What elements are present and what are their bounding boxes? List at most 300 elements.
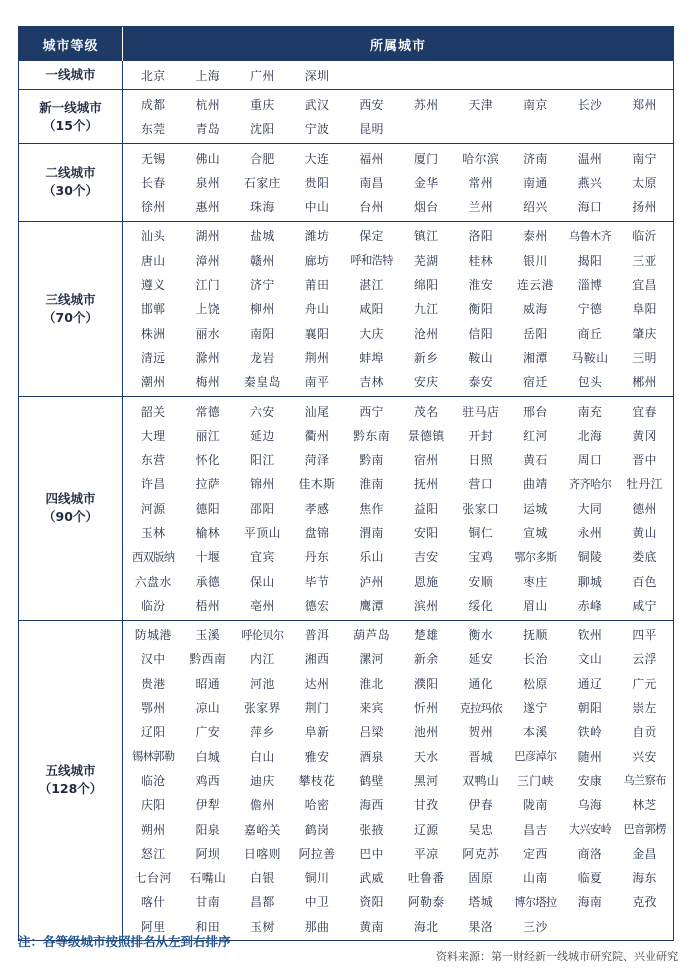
city-cell: 上饶 <box>195 302 221 317</box>
city-cell: 佛山 <box>195 151 221 166</box>
city-cell: 大兴安岭 <box>568 823 612 837</box>
city-cell: 揭阳 <box>577 253 603 268</box>
city-cell: 金昌 <box>632 846 657 861</box>
city-cell: 济宁 <box>250 278 275 293</box>
city-cell: 阳江 <box>250 453 275 468</box>
city-cell: 本溪 <box>523 725 548 740</box>
city-cell: 抚顺 <box>523 628 548 643</box>
city-cell: 长春 <box>140 175 166 190</box>
city-cell: 阿拉善 <box>298 846 336 861</box>
city-cell: 信阳 <box>468 326 494 341</box>
city-cell: 哈尔滨 <box>462 151 500 166</box>
city-cell: 南宁 <box>632 151 657 166</box>
city-cell: 扬州 <box>632 200 657 215</box>
city-cell: 乌海 <box>577 798 603 813</box>
city-cell: 运城 <box>523 501 548 516</box>
city-cell: 商丘 <box>577 326 603 341</box>
city-cell: 阿里 <box>140 919 166 934</box>
city-cell: 徐州 <box>140 200 166 215</box>
city-cell: 三门峡 <box>517 773 554 788</box>
city-cell: 固原 <box>468 871 494 886</box>
city-cell: 黄石 <box>523 453 548 468</box>
city-cell: 泰州 <box>523 229 548 244</box>
city-cell: 达州 <box>304 676 330 691</box>
city-cell: 湖州 <box>195 229 221 244</box>
tier-label <box>19 61 123 89</box>
city-cell: 绵阳 <box>413 278 439 293</box>
city-cell: 喀什 <box>140 895 166 910</box>
city-cell: 延安 <box>468 652 494 667</box>
city-cell: 天津 <box>468 97 494 112</box>
city-cell: 三亚 <box>632 253 657 268</box>
city-cell: 梅州 <box>195 375 221 390</box>
city-cell: 攀枝花 <box>298 773 336 788</box>
city-cell: 齐齐哈尔 <box>568 477 612 491</box>
city-cell: 怀化 <box>195 453 221 468</box>
city-cell: 阜新 <box>304 725 330 740</box>
city-cell: 渭南 <box>359 525 384 540</box>
city-cell: 衡阳 <box>468 302 494 317</box>
city-cell: 随州 <box>577 749 603 764</box>
city-cell: 安庆 <box>413 375 439 390</box>
city-cell: 韶关 <box>140 404 166 419</box>
city-cell: 黄南 <box>359 919 384 934</box>
tier-count: （15个） <box>43 117 98 133</box>
city-cell: 驻马店 <box>462 404 500 419</box>
city-cell: 温州 <box>577 151 603 166</box>
city-cell: 金华 <box>413 175 439 190</box>
city-cell: 潮州 <box>140 375 166 390</box>
city-cell: 衢州 <box>304 428 330 443</box>
city-cell: 北海 <box>577 428 603 443</box>
city-cell: 山南 <box>523 871 548 886</box>
city-cell: 河池 <box>250 676 275 691</box>
city-cell: 珠海 <box>250 200 275 215</box>
city-cell: 六盘水 <box>134 574 172 589</box>
city-cell: 呼伦贝尔 <box>241 628 284 642</box>
city-cell: 乌鲁木齐 <box>568 229 612 243</box>
city-cell: 朔州 <box>140 822 166 837</box>
city-cell: 海北 <box>413 919 439 934</box>
city-cell: 庆阳 <box>140 798 166 813</box>
city-cell: 包头 <box>577 375 603 390</box>
city-cell: 德州 <box>632 501 657 516</box>
city-cell: 黄冈 <box>632 428 657 443</box>
city-cell: 莆田 <box>304 278 330 293</box>
city-cell: 伊春 <box>468 798 494 813</box>
city-cell: 恩施 <box>413 574 439 589</box>
tier-name: 一线城市 <box>45 67 96 83</box>
city-cell: 咸宁 <box>632 598 657 613</box>
city-grid <box>123 397 673 620</box>
city-cell: 德阳 <box>195 501 221 516</box>
city-cell: 遂宁 <box>523 701 548 716</box>
city-cell: 龙岩 <box>250 350 275 365</box>
city-cell: 茂名 <box>413 404 439 419</box>
city-cell: 白城 <box>195 749 221 764</box>
city-grid <box>123 621 673 941</box>
city-cell: 开封 <box>468 428 494 443</box>
city-cell: 漯河 <box>359 652 384 667</box>
city-cell: 南通 <box>523 175 548 190</box>
city-cell: 内江 <box>250 652 275 667</box>
city-cell: 崇左 <box>632 701 657 716</box>
city-cell: 营口 <box>468 477 494 492</box>
city-cell: 周口 <box>577 453 603 468</box>
city-cell: 贵港 <box>140 676 166 691</box>
city-cell: 眉山 <box>523 598 548 613</box>
city-cell: 鄂尔多斯 <box>514 550 557 564</box>
city-grid <box>123 222 673 396</box>
city-cell: 湘潭 <box>523 350 548 365</box>
tier-column-header: 城市等级 <box>19 27 123 61</box>
city-cell: 铁岭 <box>577 725 603 740</box>
city-cell: 和田 <box>195 919 221 934</box>
city-cell: 南充 <box>577 404 603 419</box>
city-cell: 雅安 <box>304 749 330 764</box>
city-cell: 青岛 <box>195 122 221 137</box>
tier-row <box>19 143 673 221</box>
city-cell: 淄博 <box>577 278 603 293</box>
city-cell: 辽源 <box>413 822 439 837</box>
city-cell: 来宾 <box>359 701 384 716</box>
city-cell: 永州 <box>577 525 603 540</box>
city-cell: 大同 <box>577 501 603 516</box>
city-cell: 蚌埠 <box>359 350 384 365</box>
city-cell: 博尔塔拉 <box>514 895 557 909</box>
city-cell: 甘孜 <box>413 798 439 813</box>
city-cell: 滨州 <box>413 598 439 613</box>
city-cell: 贺州 <box>468 725 494 740</box>
city-cell: 大庆 <box>359 326 384 341</box>
city-cell: 昌吉 <box>523 822 548 837</box>
city-cell: 贵阳 <box>304 175 330 190</box>
city-cell: 资阳 <box>359 895 384 910</box>
city-cell: 丹东 <box>304 550 330 565</box>
city-cell: 咸阳 <box>359 302 384 317</box>
tier-name: 二线城市 <box>45 165 96 181</box>
city-cell: 白山 <box>250 749 275 764</box>
city-cell: 中卫 <box>304 895 330 910</box>
city-cell: 盐城 <box>250 229 275 244</box>
city-cell: 丽江 <box>195 428 221 443</box>
city-cell: 南昌 <box>359 175 384 190</box>
city-cell: 临夏 <box>577 871 603 886</box>
city-cell: 许昌 <box>140 477 166 492</box>
city-cell: 商洛 <box>577 846 603 861</box>
tier-count: （70个） <box>43 309 98 325</box>
city-cell: 十堰 <box>195 550 221 565</box>
city-cell: 保山 <box>250 574 275 589</box>
city-cell: 宣城 <box>523 525 548 540</box>
city-cell: 衡水 <box>468 628 494 643</box>
city-cell: 常德 <box>195 404 221 419</box>
city-cell: 漳州 <box>195 253 221 268</box>
city-cell: 克拉玛依 <box>459 701 503 715</box>
city-cell: 云浮 <box>632 652 657 667</box>
city-cell: 天水 <box>413 749 439 764</box>
city-cell: 西宁 <box>359 404 384 419</box>
tier-row <box>19 221 673 396</box>
city-cell: 桂林 <box>468 253 494 268</box>
city-cell: 临沧 <box>140 773 166 788</box>
city-cell: 临沂 <box>632 229 657 244</box>
city-cell: 白银 <box>250 871 275 886</box>
city-cell: 甘南 <box>195 895 221 910</box>
city-cell: 长治 <box>523 652 548 667</box>
city-cell: 邯郸 <box>140 302 166 317</box>
city-cell: 惠州 <box>195 200 221 215</box>
city-cell: 海东 <box>632 871 657 886</box>
city-cell: 张家口 <box>462 501 500 516</box>
city-cell: 南京 <box>523 97 548 112</box>
city-cell: 三明 <box>632 350 657 365</box>
city-cell: 玉树 <box>250 919 275 934</box>
city-cell: 毕节 <box>304 574 330 589</box>
city-cell: 孝感 <box>304 501 330 516</box>
tier-name: 四线城市 <box>45 491 96 507</box>
city-cell: 石家庄 <box>244 175 281 190</box>
city-cell: 海西 <box>359 798 384 813</box>
city-cell: 阿勒泰 <box>407 895 445 910</box>
tier-label <box>19 397 123 620</box>
city-cell: 西双版纳 <box>132 550 175 564</box>
city-cell: 成都 <box>140 97 166 112</box>
city-cell: 荆门 <box>304 701 330 716</box>
table-header <box>19 27 673 61</box>
city-grid <box>123 90 673 143</box>
city-cell: 大理 <box>140 428 166 443</box>
city-cell: 黔西南 <box>189 652 227 667</box>
city-cell: 宝鸡 <box>468 550 494 565</box>
city-cell: 定西 <box>523 846 548 861</box>
city-cell: 兰州 <box>468 200 494 215</box>
city-cell: 铜川 <box>304 871 330 886</box>
city-cell: 洛阳 <box>468 229 494 244</box>
tier-count: （90个） <box>43 509 98 525</box>
city-cell: 赣州 <box>250 253 275 268</box>
city-cell: 林芝 <box>632 798 657 813</box>
city-cell: 塔城 <box>468 895 494 910</box>
city-cell: 吉林 <box>359 375 384 390</box>
city-cell: 景德镇 <box>407 428 445 443</box>
city-cell: 鞍山 <box>468 350 494 365</box>
city-cell: 河源 <box>140 501 166 516</box>
city-cell: 迪庆 <box>250 773 275 788</box>
city-cell: 克孜 <box>632 895 657 910</box>
city-cell: 肇庆 <box>632 326 657 341</box>
city-cell: 安康 <box>577 773 603 788</box>
tier-row <box>19 89 673 143</box>
city-cell: 果洛 <box>468 919 494 934</box>
city-cell: 遵义 <box>140 278 166 293</box>
city-cell: 铜仁 <box>468 525 494 540</box>
city-cell: 太原 <box>632 175 657 190</box>
city-cell: 宜宾 <box>250 550 275 565</box>
city-cell: 泉州 <box>195 175 221 190</box>
city-cell: 济南 <box>523 151 548 166</box>
city-cell: 聊城 <box>577 574 603 589</box>
city-cell: 新余 <box>413 652 439 667</box>
city-cell: 海口 <box>577 200 603 215</box>
city-cell: 泸州 <box>359 574 384 589</box>
city-cell: 武汉 <box>304 97 330 112</box>
city-cell: 长沙 <box>577 97 603 112</box>
city-cell: 平凉 <box>413 846 439 861</box>
city-cell: 郑州 <box>632 97 657 112</box>
city-cell: 舟山 <box>304 302 330 317</box>
city-cell: 双鸭山 <box>462 773 500 788</box>
city-cell: 黔南 <box>359 453 384 468</box>
city-cell: 梧州 <box>195 598 221 613</box>
city-cell: 乌兰察布 <box>623 774 666 788</box>
city-cell: 常州 <box>468 175 494 190</box>
city-cell: 宜春 <box>632 404 657 419</box>
city-cell: 绥化 <box>468 598 494 613</box>
city-cell: 六安 <box>250 404 275 419</box>
city-cell: 吉安 <box>413 550 439 565</box>
city-cell: 拉萨 <box>195 477 221 492</box>
city-cell: 乐山 <box>359 550 384 565</box>
city-cell: 清远 <box>140 350 166 365</box>
city-cell: 泰安 <box>468 375 494 390</box>
footnote: 注：各等级城市按照排名从左到右排序 <box>18 934 231 949</box>
city-cell: 通化 <box>468 676 494 691</box>
city-cell: 无锡 <box>140 151 166 166</box>
city-cell: 江门 <box>195 278 221 293</box>
city-cell: 沧州 <box>413 326 439 341</box>
city-cell: 通辽 <box>577 676 603 691</box>
city-cell: 怒江 <box>140 846 166 861</box>
city-cell: 牡丹江 <box>626 477 664 492</box>
city-cell: 滁州 <box>195 350 221 365</box>
city-cell: 唐山 <box>140 253 166 268</box>
city-cell: 钦州 <box>577 628 603 643</box>
city-cell: 岳阳 <box>523 326 548 341</box>
tier-row <box>19 396 673 620</box>
city-cell: 汕头 <box>140 229 166 244</box>
city-cell: 承德 <box>195 574 221 589</box>
city-cell: 枣庄 <box>523 574 548 589</box>
city-cell: 荆州 <box>304 350 330 365</box>
city-cell: 绍兴 <box>523 200 548 215</box>
city-cell: 宿州 <box>413 453 439 468</box>
city-cell: 连云港 <box>517 278 554 293</box>
city-cell: 濮阳 <box>413 676 439 691</box>
city-cell: 广元 <box>632 676 657 691</box>
city-cell: 汉中 <box>140 652 166 667</box>
city-cell: 临汾 <box>140 598 166 613</box>
city-cell: 新乡 <box>413 350 439 365</box>
city-cell: 抚州 <box>413 477 439 492</box>
city-cell: 湘西 <box>304 652 330 667</box>
city-cell: 德宏 <box>304 598 330 613</box>
city-cell: 苏州 <box>413 97 439 112</box>
tier-name: 五线城市 <box>45 763 96 779</box>
city-cell: 铜陵 <box>577 550 603 565</box>
city-cell: 烟台 <box>413 200 439 215</box>
tier-rows <box>19 61 673 940</box>
city-cell: 哈密 <box>304 798 330 813</box>
city-cell: 南平 <box>304 375 330 390</box>
city-cell: 凉山 <box>195 701 221 716</box>
city-cell: 东莞 <box>140 122 166 137</box>
city-cell: 安阳 <box>413 525 439 540</box>
city-cell: 玉溪 <box>195 628 221 643</box>
city-cell: 宁德 <box>577 302 603 317</box>
city-cell: 嘉峪关 <box>244 822 281 837</box>
city-cell: 玉林 <box>140 525 166 540</box>
city-cell: 银川 <box>523 253 548 268</box>
city-cell: 日照 <box>468 453 494 468</box>
city-cell: 益阳 <box>413 501 439 516</box>
city-cell: 潍坊 <box>304 229 330 244</box>
city-cell: 平顶山 <box>244 525 281 540</box>
city-cell: 文山 <box>577 652 603 667</box>
city-cell: 上海 <box>195 68 221 83</box>
city-cell: 保定 <box>359 229 384 244</box>
city-cell: 菏泽 <box>304 453 330 468</box>
city-cell: 朝阳 <box>577 701 603 716</box>
city-cell: 萍乡 <box>250 725 275 740</box>
city-cell: 宜昌 <box>632 278 657 293</box>
city-cell: 丽水 <box>195 326 221 341</box>
city-cell: 红河 <box>523 428 548 443</box>
city-cell: 三沙 <box>523 919 548 934</box>
city-cell: 鹤岗 <box>304 822 330 837</box>
city-cell: 福州 <box>359 151 384 166</box>
city-cell: 辽阳 <box>140 725 166 740</box>
city-cell: 防城港 <box>134 628 172 643</box>
city-cell: 昭通 <box>195 676 221 691</box>
city-cell: 巴中 <box>359 846 384 861</box>
city-cell: 邵阳 <box>250 501 275 516</box>
city-cell: 鸡西 <box>195 773 221 788</box>
city-cell: 佳木斯 <box>298 477 336 492</box>
city-cell: 大连 <box>304 151 330 166</box>
city-cell: 广安 <box>195 725 221 740</box>
city-cell: 邢台 <box>523 404 548 419</box>
city-cell: 鹰潭 <box>359 598 384 613</box>
city-cell: 昆明 <box>359 122 384 137</box>
city-cell: 吐鲁番 <box>407 871 445 886</box>
city-cell: 黄山 <box>632 525 657 540</box>
city-column-header: 所属城市 <box>369 38 426 54</box>
city-cell: 酒泉 <box>359 749 384 764</box>
city-cell: 黑河 <box>413 773 439 788</box>
city-cell: 赤峰 <box>577 598 603 613</box>
city-cell: 郴州 <box>632 375 657 390</box>
city-cell: 池州 <box>413 725 439 740</box>
city-cell: 延边 <box>250 428 275 443</box>
city-cell: 晋城 <box>468 749 494 764</box>
city-cell: 安顺 <box>468 574 494 589</box>
city-cell: 沈阳 <box>250 122 275 137</box>
city-cell: 榆林 <box>195 525 221 540</box>
city-cell: 七台河 <box>134 871 172 886</box>
city-cell: 株洲 <box>140 326 166 341</box>
city-cell: 巴彦淖尔 <box>514 750 557 764</box>
city-cell: 廊坊 <box>304 253 330 268</box>
city-cell: 淮北 <box>359 676 384 691</box>
city-cell: 晋中 <box>632 453 657 468</box>
tier-label <box>19 222 123 396</box>
city-grid <box>123 61 673 89</box>
city-cell: 呼和浩特 <box>350 254 393 268</box>
city-cell: 宿迁 <box>523 375 548 390</box>
city-cell: 锡林郭勒 <box>132 750 175 764</box>
city-cell: 伊犁 <box>195 798 221 813</box>
